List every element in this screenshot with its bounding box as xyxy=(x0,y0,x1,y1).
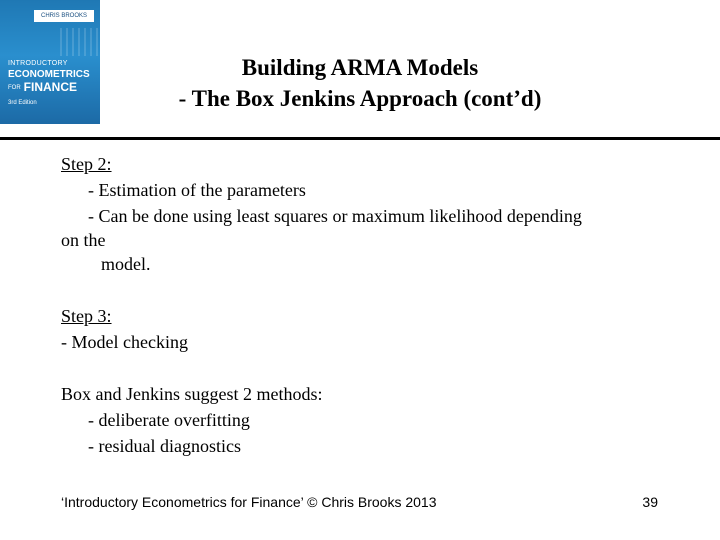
step3-item-model-checking: - Model checking xyxy=(61,332,188,352)
slide-body xyxy=(61,151,661,459)
footer-citation: ‘Introductory Econometrics for Finance’ © Chris Brooks 2013 xyxy=(61,494,437,510)
cover-title-line3 xyxy=(8,80,77,94)
step2-item-least-squares: - Can be done using least squares or maximum likelihood depending xyxy=(88,206,582,226)
box-jenkins-intro: Box and Jenkins suggest 2 methods: xyxy=(61,384,323,404)
cover-title-line1: INTRODUCTORY xyxy=(8,60,68,67)
cover-author: CHRIS BROOKS xyxy=(34,10,94,22)
method-overfitting: - deliberate overfitting xyxy=(88,410,250,430)
step3-heading: Step 3: xyxy=(61,306,112,326)
cover-title-line2: ECONOMETRICS xyxy=(8,69,90,80)
book-cover-image xyxy=(0,0,100,124)
spacer xyxy=(61,277,661,303)
step2-item-continuation: on the xyxy=(61,230,106,250)
cover-title-for: FOR xyxy=(8,84,21,91)
slide-title-line1: Building ARMA Models xyxy=(241,55,479,80)
page-number: 39 xyxy=(642,494,658,510)
title-divider xyxy=(0,137,720,140)
spacer xyxy=(61,355,661,381)
cover-title-finance: FINANCE xyxy=(23,80,78,94)
cover-decoration xyxy=(60,28,100,56)
step2-item-estimation: - Estimation of the parameters xyxy=(88,180,306,200)
cover-edition: 3rd Edition xyxy=(8,100,37,106)
method-residual-diagnostics: - residual diagnostics xyxy=(88,436,241,456)
step2-heading: Step 2: xyxy=(61,154,112,174)
step2-item-continuation-2: model. xyxy=(101,254,151,274)
slide-title-line2: - The Box Jenkins Approach (cont’d) xyxy=(178,86,542,111)
slide-title xyxy=(110,52,610,114)
